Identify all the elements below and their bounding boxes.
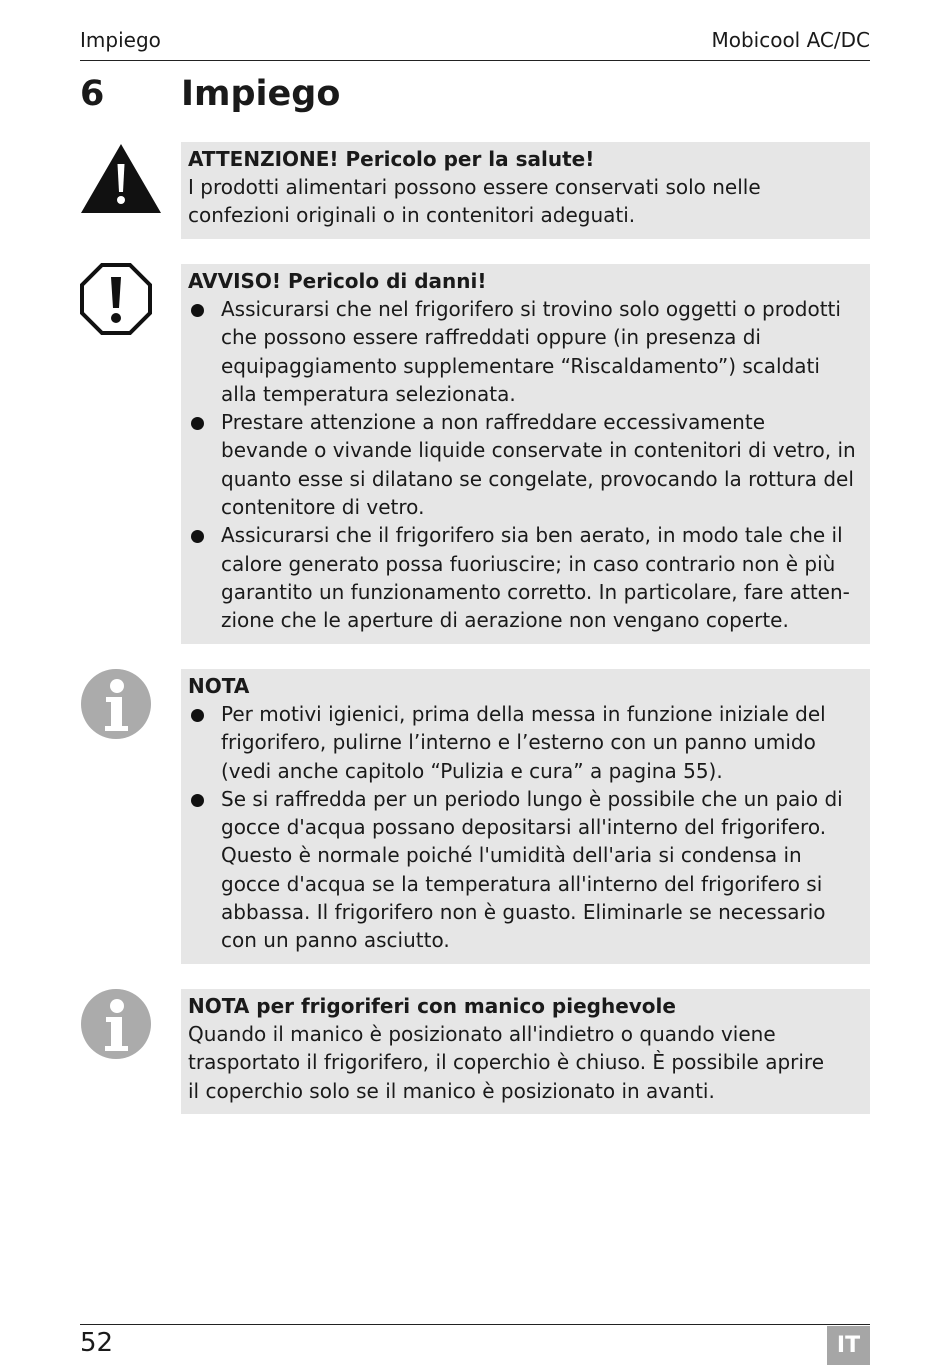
info-icon — [80, 668, 152, 740]
warning-line: I prodotti alimentari possono essere conservati solo nelle — [188, 175, 761, 199]
warning-title: ATTENZIONE! Pericolo per la salute! — [188, 147, 595, 171]
list-item: Se si raffredda per un periodo lungo è possibile che un paio di gocce d'acqua possano depositarsi all'interno del frigorifero. Questo è normale poiché l'umidità dell'aria si condensa in gocce d'acqua se la temperatura all'interno del frigorifero si abbassa. Il frigorifero non è guasto. Eliminarle se necessario con un panno asciutto. — [188, 785, 862, 955]
note-handle-line: il coperchio solo se il manico è posizionato in avanti. — [188, 1078, 715, 1103]
warning-text — [188, 173, 862, 230]
chapter-number: 6 — [80, 74, 105, 114]
notice-title: AVVISO! Pericolo di danni! — [188, 269, 487, 293]
note-list — [188, 700, 862, 955]
list-item: Per motivi igienici, prima della messa in funzione iniziale del frigorifero, pulirne l’interno e l’esterno con un panno umido (vedi anche capitolo “Pulizia e cura” a pagina 55). — [188, 700, 862, 785]
notice-octagon-icon — [80, 263, 152, 335]
note-handle-title: NOTA per frigoriferi con manico pieghevole — [188, 994, 676, 1018]
chapter-title: Impiego — [181, 74, 341, 114]
running-header — [80, 28, 870, 61]
header-product-name: Mobicool AC/DC — [711, 28, 870, 52]
language-badge: IT — [827, 1326, 870, 1365]
footer-rule — [80, 1324, 870, 1325]
header-section-title: Impiego — [80, 28, 161, 52]
warning-line: confezioni originali o in contenitori adeguati. — [188, 203, 636, 228]
note-box — [181, 669, 870, 964]
page-number: 52 — [80, 1328, 114, 1358]
warning-triangle-icon — [80, 142, 162, 214]
note-handle-line: trasportato il frigorifero, il coperchio è chiuso. È possibile aprire — [188, 1050, 825, 1075]
notice-box — [181, 264, 870, 644]
list-item: Prestare attenzione a non raffreddare eccessivamente bevande o vivande liquide conservate in contenitori di vetro, in quanto esse si dilatano se congelate, provocando la rottura del contenitore di vetro. — [188, 408, 862, 521]
note-handle-text — [188, 1020, 862, 1105]
note-box-handle — [181, 989, 870, 1114]
notice-list — [188, 295, 862, 635]
note-handle-line: Quando il manico è posizionato all'indietro o quando viene — [188, 1022, 776, 1046]
warning-box — [181, 142, 870, 239]
info-icon — [80, 988, 152, 1060]
list-item: Assicurarsi che nel frigorifero si trovino solo oggetti o prodotti che possono essere raffreddati oppure (in presenza di equipaggiamento supplementare “Riscaldamento”) scaldati alla temperatura selezionata. — [188, 295, 862, 408]
note-title: NOTA — [188, 674, 250, 698]
list-item: Assicurarsi che il frigorifero sia ben aerato, in modo tale che il calore generato possa fuoriuscire; in caso contrario non è più garantito un funzionamento corretto. In particolare, fare atten- zione che le aperture di aerazione non vengano coperte. — [188, 521, 862, 634]
